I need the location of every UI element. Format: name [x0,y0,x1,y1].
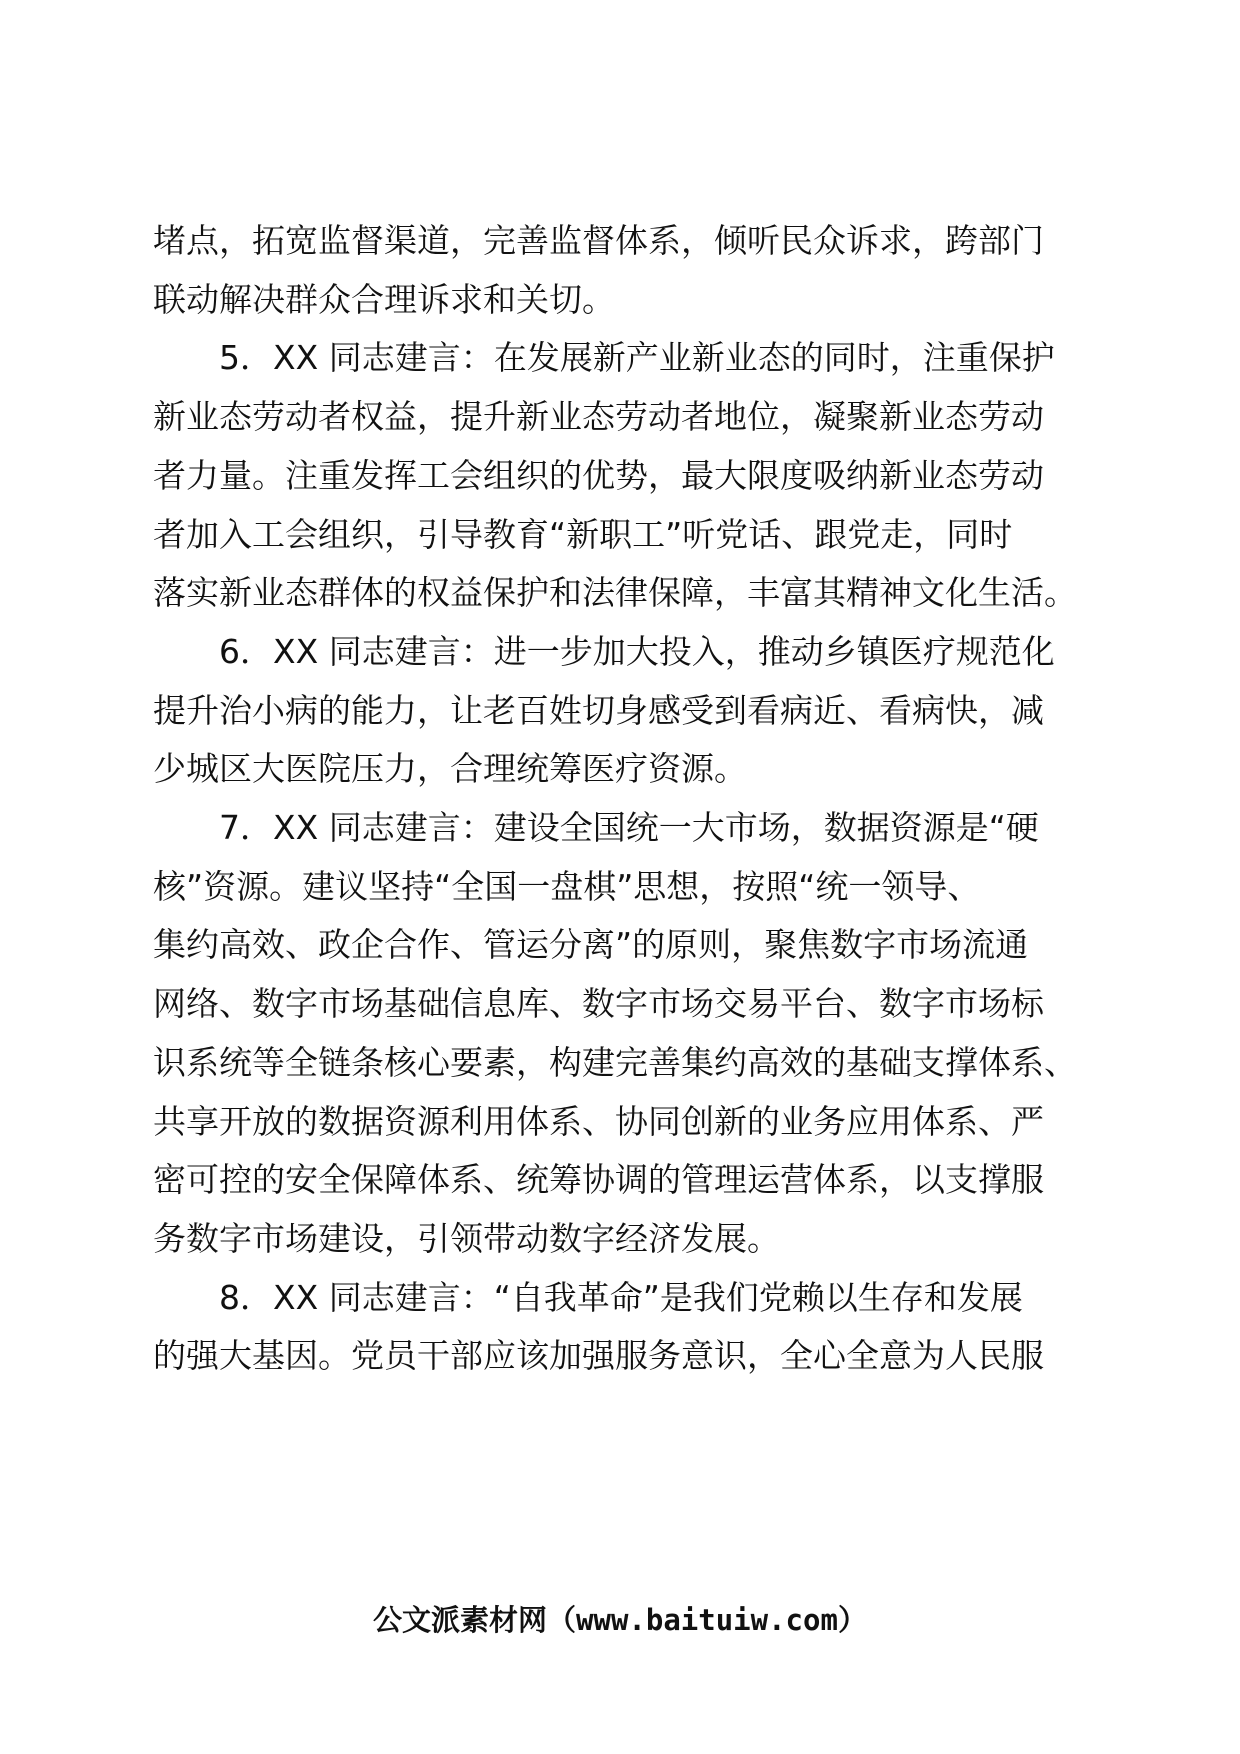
text-line: 务数字市场建设，引领带动数字经济发展。 [153,1218,780,1258]
text-line: 共享开放的数据资源利用体系、协同创新的业务应用体系、严 [153,1101,1044,1141]
text-line: 者力量。注重发挥工会组织的优势，最大限度吸纳新业态劳动 [153,455,1044,495]
text-line: 密可控的安全保障体系、统筹协调的管理运营体系，以支撑服 [153,1160,1044,1200]
text-line: 集约高效、政企合作、管运分离”的原则，聚焦数字市场流通 [153,925,1029,965]
text-line: 识系统等全链条核心要素，构建完善集约高效的基础支撑体系、 [153,1042,1077,1082]
text-line: 提升治小病的能力，让老百姓切身感受到看病近、看病快，减 [153,690,1044,730]
paragraph-first-line: 8．XX 同志建言：“自我革命”是我们党赖以生存和发展 [219,1277,1023,1317]
text-line: 少城区大医院压力，合理统筹医疗资源。 [153,749,747,789]
text-line: 的强大基因。党员干部应该加强服务意识，全心全意为人民服 [153,1336,1044,1376]
text-line: 者加入工会组织，引导教育“新职工”听党话、跟党走，同时 [153,514,1013,554]
text-line: 新业态劳动者权益，提升新业态劳动者地位，凝聚新业态劳动 [153,397,1044,437]
paragraph-first-line: 6．XX 同志建言：进一步加大投入，推动乡镇医疗规范化 [219,631,1055,671]
text-line: 落实新业态群体的权益保护和法律保障，丰富其精神文化生活。 [153,573,1077,613]
footer-watermark: 公文派素材网（www.baituiw.com） [373,1603,867,1637]
text-line: 网络、数字市场基础信息库、数字市场交易平台、数字市场标 [153,984,1044,1024]
text-line: 联动解决群众合理诉求和关切。 [153,279,615,319]
paragraph-first-line: 7．XX 同志建言：建设全国统一大市场，数据资源是“硬 [219,808,1039,847]
text-line: 核”资源。建议坚持“全国一盘棋”思想，按照“统一领导、 [153,866,981,906]
text-line: 堵点，拓宽监督渠道，完善监督体系，倾听民众诉求，跨部门 [153,221,1044,260]
paragraph-first-line: 5．XX 同志建言：在发展新产业新业态的同时，注重保护 [219,338,1055,378]
